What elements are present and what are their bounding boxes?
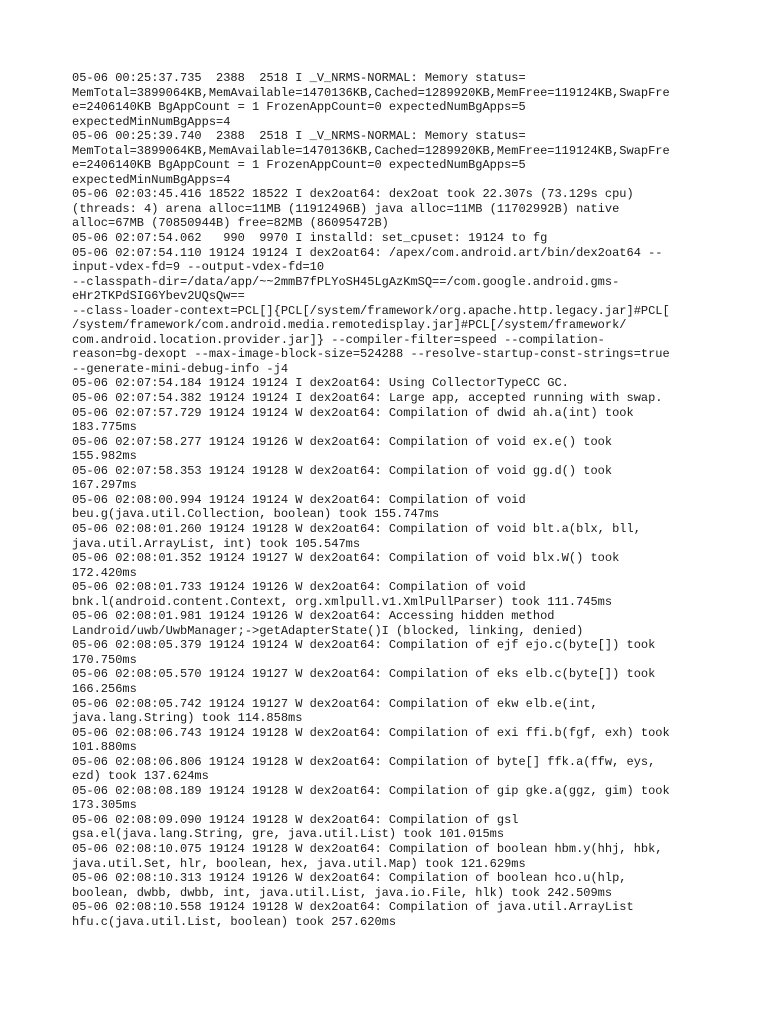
log-line: 05-06 02:08:05.570 19124 19127 W dex2oat64: Compilation of eks elb.c(byte[]) took <box>72 667 656 682</box>
log-line: 05-06 00:25:37.735 2388 2518 I _V_NRMS-NORMAL: Memory status= <box>72 71 526 85</box>
log-line: reason=bg-dexopt --max-image-block-size=524288 --resolve-startup-const-strings=true <box>72 347 670 362</box>
log-line: 101.880ms <box>72 740 137 755</box>
log-line: expectedMinNumBgApps=4 <box>72 114 231 129</box>
log-line: gsa.el(java.lang.String, gre, java.util.List) took 101.015ms <box>72 827 505 842</box>
log-line: 167.297ms <box>72 478 137 493</box>
log-line: Landroid/uwb/UwbManager;->getAdapterState()I (blocked, linking, denied) <box>72 623 584 638</box>
log-line: 05-06 02:08:10.558 19124 19128 W dex2oat64: Compilation of java.util.ArrayList <box>72 900 634 915</box>
log-line: ezd) took 137.624ms <box>72 769 209 784</box>
log-line: 05-06 00:25:39.740 2388 2518 I _V_NRMS-NORMAL: Memory status= <box>72 129 526 144</box>
log-line: expectedMinNumBgApps=4 <box>72 172 231 187</box>
log-line: 155.982ms <box>72 449 137 464</box>
log-line: 05-06 02:07:58.277 19124 19126 W dex2oat64: Compilation of void ex.e() took <box>72 434 613 449</box>
log-line: MemTotal=3899064KB,MemAvailable=1470136KB,Cached=1289920KB,MemFree=119124KB,SwapFre <box>72 143 670 158</box>
log-line: 05-06 02:08:09.090 19124 19128 W dex2oat64: Compilation of gsl <box>72 812 519 827</box>
log-line: 05-06 02:03:45.416 18522 18522 I dex2oat64: dex2oat took 22.307s (73.129s cpu) <box>72 187 634 202</box>
log-line: 05-06 02:08:06.743 19124 19128 W dex2oat64: Compilation of exi ffi.b(fgf, exh) took <box>72 725 670 740</box>
log-line: (threads: 4) arena alloc=11MB (11912496B) java alloc=11MB (11702992B) native <box>72 201 620 216</box>
log-line: eHr2TKPdSIG6Ybev2UQsQw== <box>72 289 245 304</box>
log-line: 05-06 02:07:54.062 990 9970 I installd: set_cpuset: 19124 to fg <box>72 231 548 246</box>
log-line: hfu.c(java.util.List, boolean) took 257.620ms <box>72 914 397 929</box>
log-line: 05-06 02:07:57.729 19124 19124 W dex2oat64: Compilation of dwid ah.a(int) took <box>72 405 634 420</box>
log-line: java.util.ArrayList, int) took 105.547ms <box>72 536 361 551</box>
log-line: 05-06 02:08:10.313 19124 19126 W dex2oat64: Compilation of boolean hco.u(hlp, <box>72 871 627 886</box>
log-line: 05-06 02:08:10.075 19124 19128 W dex2oat64: Compilation of boolean hbm.y(hhj, hbk, <box>72 841 663 856</box>
log-line: java.lang.String) took 114.858ms <box>72 711 303 726</box>
log-line: 05-06 02:07:54.184 19124 19124 I dex2oat64: Using CollectorTypeCC GC. <box>72 376 569 391</box>
log-line: 172.420ms <box>72 565 137 580</box>
log-line: MemTotal=3899064KB,MemAvailable=1470136KB,Cached=1289920KB,MemFree=119124KB,SwapFre <box>72 85 670 100</box>
log-line: 05-06 02:08:05.379 19124 19124 W dex2oat64: Compilation of ejf ejo.c(byte[]) took <box>72 638 656 653</box>
log-line: 05-06 02:08:01.981 19124 19126 W dex2oat64: Accessing hidden method <box>72 609 555 624</box>
log-document <box>72 71 712 929</box>
log-line: boolean, dwbb, dwbb, int, java.util.List, java.io.File, hlk) took 242.509ms <box>72 885 613 900</box>
log-line: 05-06 02:08:00.994 19124 19124 W dex2oat64: Compilation of void <box>72 492 526 507</box>
log-line: 183.775ms <box>72 420 137 435</box>
log-line: bnk.l(android.content.Context, org.xmlpull.v1.XmlPullParser) took 111.745ms <box>72 594 613 609</box>
log-line: alloc=67MB (70850944B) free=82MB (86095472B) <box>72 216 389 231</box>
log-line: 05-06 02:08:01.260 19124 19128 W dex2oat64: Compilation of void blt.a(blx, bll, <box>72 521 641 536</box>
log-line: --classpath-dir=/data/app/~~2mmB7fPLYoSH45LgAzKmSQ==/com.google.android.gms- <box>72 274 620 289</box>
log-line: /system/framework/com.android.media.remotedisplay.jar]#PCL[/system/framework/ <box>72 318 627 333</box>
log-line: --class-loader-context=PCL[]{PCL[/system/framework/org.apache.http.legacy.jar]#PCL[ <box>72 303 670 318</box>
log-line: 05-06 02:08:06.806 19124 19128 W dex2oat64: Compilation of byte[] ffk.a(ffw, eys, <box>72 754 656 769</box>
log-line: e=2406140KB BgAppCount = 1 FrozenAppCount=0 expectedNumBgApps=5 <box>72 100 526 115</box>
log-line: 05-06 02:07:54.382 19124 19124 I dex2oat64: Large app, accepted running with swap. <box>72 391 663 406</box>
log-line: input-vdex-fd=9 --output-vdex-fd=10 <box>72 260 325 275</box>
log-line: beu.g(java.util.Collection, boolean) took 155.747ms <box>72 507 440 522</box>
log-line: 170.750ms <box>72 652 137 667</box>
log-line: 173.305ms <box>72 798 137 813</box>
log-lines <box>72 71 712 929</box>
log-line: e=2406140KB BgAppCount = 1 FrozenAppCount=0 expectedNumBgApps=5 <box>72 158 526 173</box>
log-line: --generate-mini-debug-info -j4 <box>72 361 289 376</box>
log-line: 05-06 02:08:01.733 19124 19126 W dex2oat64: Compilation of void <box>72 580 526 595</box>
log-line: 05-06 02:08:08.189 19124 19128 W dex2oat64: Compilation of gip gke.a(ggz, gim) took <box>72 783 670 798</box>
log-line: com.android.location.provider.jar]} --compiler-filter=speed --compilation- <box>72 332 605 347</box>
log-line: 166.256ms <box>72 681 137 696</box>
log-line: 05-06 02:07:54.110 19124 19124 I dex2oat64: /apex/com.android.art/bin/dex2oat64 -- <box>72 245 663 260</box>
log-line: java.util.Set, hlr, boolean, hex, java.util.Map) took 121.629ms <box>72 856 526 871</box>
log-line: 05-06 02:08:05.742 19124 19127 W dex2oat64: Compilation of ekw elb.e(int, <box>72 696 598 711</box>
log-line: 05-06 02:07:58.353 19124 19128 W dex2oat64: Compilation of void gg.d() took <box>72 463 613 478</box>
log-line: 05-06 02:08:01.352 19124 19127 W dex2oat64: Compilation of void blx.W() took <box>72 551 620 566</box>
